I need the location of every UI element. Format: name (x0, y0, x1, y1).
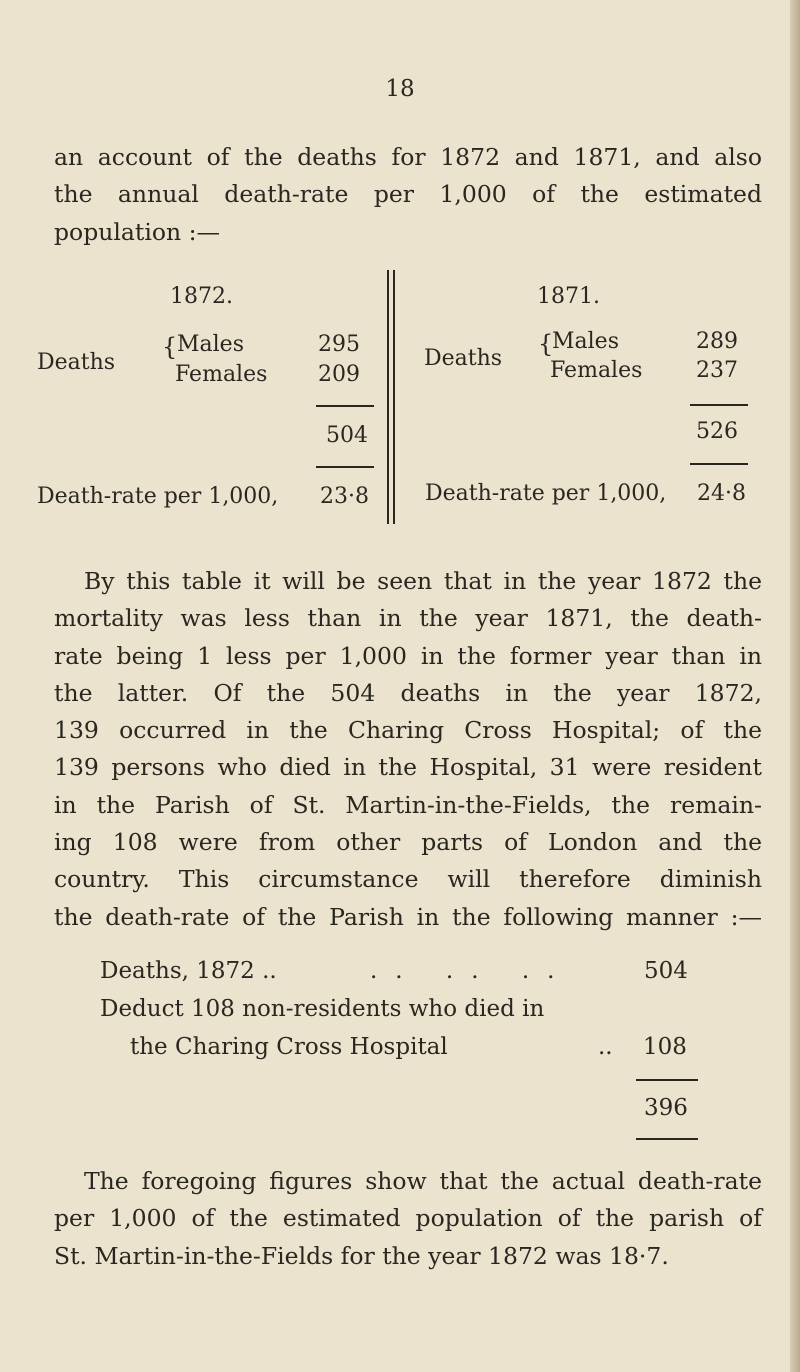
body-line: in the Parish of St. Martin-in-the-Fields, the remain- (54, 790, 762, 819)
females-value-1871: 237 (696, 358, 738, 383)
males-label-1871: Males (552, 329, 619, 354)
page-number: 18 (385, 76, 415, 102)
total-1871: 526 (696, 419, 738, 444)
calc-deaths-label: Deaths, 1872 .. (100, 958, 277, 984)
brace-1871: { (538, 330, 554, 358)
intro-line: the annual death-rate per 1,000 of the estimated (54, 180, 762, 209)
calc-deduct-dots: .. (598, 1034, 613, 1060)
conclusion-line: per 1,000 of the estimated population of the parish of (54, 1204, 762, 1233)
calc-deduct-line1: Deduct 108 non-residents who died in (100, 996, 545, 1022)
intro-line: population :— (54, 217, 221, 246)
females-value-1872: 209 (318, 362, 360, 387)
body-line: rate being 1 less per 1,000 in the former year than in (54, 641, 762, 670)
conclusion-paragraph (54, 1163, 762, 1275)
body-line: the death-rate of the Parish in the following manner :— (54, 902, 762, 931)
rate-label-1872: Death-rate per 1,000, (37, 484, 279, 509)
males-label-1872: Males (177, 332, 244, 357)
body-line: the latter. Of the 504 deaths in the year 1872, (54, 678, 762, 707)
calc-deduct-value: 108 (643, 1034, 687, 1060)
body-line: ing 108 were from other parts of London and the (54, 828, 762, 857)
page-edge (790, 0, 800, 1372)
body-line: 139 persons who died in the Hospital, 31 were resident (54, 753, 762, 782)
deaths-label-1871: Deaths (424, 346, 503, 371)
year-1871-heading: 1871. (537, 284, 600, 309)
total-rule-1872 (316, 466, 374, 468)
rate-value-1871: 24·8 (697, 481, 746, 506)
deaths-label-1872: Deaths (37, 350, 116, 375)
body-line: 139 occurred in the Charing Cross Hospital; of the (54, 716, 762, 745)
calc-result-value: 396 (644, 1095, 688, 1121)
sum-rule-1872 (316, 405, 374, 407)
calc-deaths-dots: .. .. .. (370, 958, 573, 984)
table-divider (393, 270, 395, 524)
body-line: By this table it will be seen that in the year 1872 the (84, 567, 762, 595)
females-label-1872: Females (175, 362, 268, 387)
table-divider (387, 270, 389, 524)
sum-rule-1871 (690, 404, 748, 406)
conclusion-line: St. Martin-in-the-Fields for the year 1872 was 18·7. (54, 1241, 669, 1270)
calc-result-rule (636, 1138, 698, 1140)
year-1872-heading: 1872. (170, 284, 233, 309)
conclusion-line: The foregoing figures show that the actual death-rate (84, 1167, 762, 1195)
calc-deaths-value: 504 (644, 958, 688, 984)
rate-value-1872: 23·8 (320, 484, 369, 509)
rate-label-1871: Death-rate per 1,000, (425, 481, 667, 506)
total-1872: 504 (326, 423, 368, 448)
total-rule-1871 (690, 463, 748, 465)
females-label-1871: Females (550, 358, 643, 383)
intro-paragraph (54, 139, 762, 251)
brace-1872: { (162, 333, 178, 361)
males-value-1871: 289 (696, 329, 738, 354)
calc-sum-rule (636, 1079, 698, 1081)
intro-line: an account of the deaths for 1872 and 1871, and also (54, 143, 762, 171)
body-line: country. This circumstance will therefore diminish (54, 865, 762, 894)
body-line: mortality was less than in the year 1871, the death- (54, 604, 762, 633)
body-paragraph (54, 563, 762, 936)
calc-deduct-line2: the Charing Cross Hospital (130, 1034, 448, 1060)
males-value-1872: 295 (318, 332, 360, 357)
